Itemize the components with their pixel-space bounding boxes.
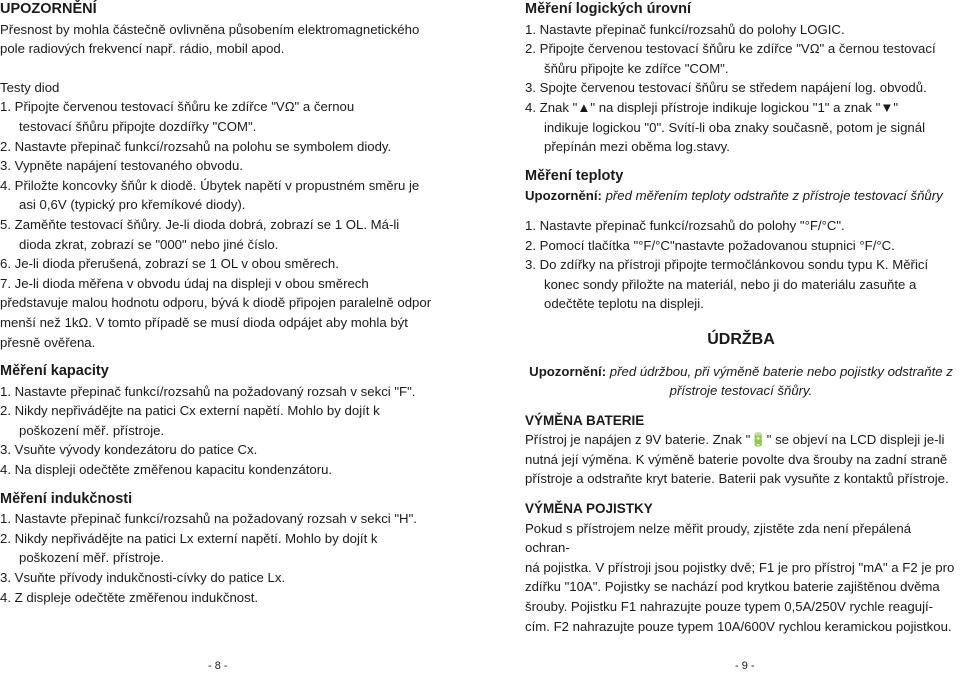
step-line: indikuje logickou "0". Svítí-li oba znaky současně, potom je signál	[544, 119, 926, 135]
warning-line: pole radiových frekvencí např. rádio, mobil apod.	[0, 41, 285, 57]
step-line: 3. Do zdířky na přístroji připojte termočlánkovou sondu typu K. Měřicí	[525, 257, 929, 273]
step-line: 3. Spojte červenou testovací šňůru se středem napájení log. obvodů.	[525, 80, 927, 96]
warning-text: před měřením teploty odstraňte z přístroje testovací šňůry	[601, 188, 943, 204]
diode-title: Testy diod	[0, 79, 60, 95]
step-line: 4. Z displeje odečtěte změřenou indukčnost.	[0, 589, 259, 605]
warning-text: před údržbou, při výměně baterie nebo pojistky odstraňte z	[606, 363, 953, 379]
temperature-title: Měření teploty	[525, 167, 624, 184]
battery-title: VÝMĚNA BATERIE	[525, 412, 645, 428]
logic-title: Měření logických úrovní	[525, 1, 691, 17]
step-line: 4. Znak "▲" na displeji přístroje indikuje logickou "1" a znak "▼"	[525, 99, 899, 115]
battery-line: Přístroj je napájen z 9V baterie. Znak "🔋" se objeví na LCD displeji je-li	[525, 432, 945, 448]
fuse-line: šrouby. Pojistku F1 nahrazujte pouze typem 0,5A/250V rychle reagují-	[525, 599, 934, 615]
step-line: 1. Nastavte přepinač funkcí/rozsahů do polohy LOGIC.	[525, 21, 845, 37]
fuse-line: ná pojistka. V přístroji jsou pojistky dvě; F1 je pro přístroj "mA" a F2 je pro	[525, 559, 955, 575]
step-line: 6. Je-li dioda přerušená, zobrazí se 1 OL v obou směrech.	[0, 256, 339, 272]
step-line: asi 0,6V (typický pro křemíkové diody).	[19, 197, 246, 213]
step-line: poškození měř. přístroje.	[19, 422, 165, 438]
inductance-title: Měření indukčnosti	[0, 490, 133, 507]
warning-label: Upozornění:	[529, 363, 607, 379]
maintenance-title: ÚDRŽBA	[707, 330, 775, 348]
temperature-steps	[525, 216, 957, 314]
battery-line: přístroje a odstraňte kryt baterie. Baterii pak vysuňte z kontaktů přístroje.	[525, 471, 949, 487]
right-page	[525, 0, 957, 636]
fuse-line: zdířku "10A". Pojistky se nachází pod krytkou baterie zajištěnou dvěma	[525, 579, 940, 595]
temperature-warning	[525, 186, 957, 206]
maintenance-warning-line: přístroje testovací šňůry.	[669, 383, 813, 399]
maintenance-warning	[525, 362, 957, 382]
logic-steps	[525, 20, 957, 157]
step-line: 5. Zaměňte testovací šňůry. Je-li dioda dobrá, zobrazí se 1 OL. Má-li	[0, 216, 400, 232]
fuse-line: cím. F2 nahrazujte pouze typem 10A/600V rychlou keramickou pojistkou.	[525, 618, 952, 634]
step-line: přepínán mezi oběma log.stavy.	[544, 139, 730, 155]
step-line: testovací šňůru připojte dozdířky "COM".	[19, 118, 257, 134]
page-number-left: - 8 -	[208, 660, 228, 672]
step-line: konec sondy přiložte na materiál, nebo ji do materiálu zasuňte a	[544, 276, 917, 292]
step-line: 2. Pomocí tlačítka "°F/°C"nastavte požadovanou stupnici °F/°C.	[525, 237, 895, 253]
left-page	[0, 0, 440, 607]
step-line: 1. Nastavte přepinač funkcí/rozsahů na požadovaný rozsah v sekci "F".	[0, 383, 416, 399]
step-line: poškození měř. přístroje.	[19, 550, 165, 566]
fuse-line: Pokud s přístrojem nelze měřit proudy, zjistěte zda není přepálená ochran-	[525, 520, 912, 556]
battery-line: nutná její výměna. K výměně baterie povolte dva šrouby na zadní straně	[525, 451, 948, 467]
capacity-title: Měření kapacity	[0, 363, 109, 380]
step-line: 7. Je-li dioda měřena v obvodu údaj na displeji v obou směrech představuje malou hodnotu odporu, bývá k diodě připojen paralelně odpor menší než 1kΩ. V tomto případě se musí dioda odpájet aby mohla být přesně ověřena.	[0, 275, 432, 350]
step-line: 4. Na displeji odečtěte změřenou kapacitu kondenzátoru.	[0, 462, 333, 478]
step-line: 2. Nikdy nepřivádějte na patici Cx externí napětí. Mohlo by dojít k	[0, 403, 380, 419]
inductance-steps	[0, 509, 440, 607]
step-line: odečtěte teplotu na displeji.	[544, 296, 704, 312]
page-number-right: - 9 -	[735, 660, 755, 672]
step-line: šňůru připojte ke zdířce "COM".	[544, 60, 729, 76]
step-line: 3. Vsuňte vývody kondezátoru do patice Cx.	[0, 442, 258, 458]
step-line: 2. Připojte červenou testovací šňůru ke zdířce "VΩ" a černou testovací	[525, 41, 936, 57]
step-line: 1. Nastavte přepinač funkcí/rozsahů na požadovaný rozsah v sekci "H".	[0, 511, 417, 527]
capacity-steps	[0, 382, 440, 480]
step-line: 4. Přiložte koncovky šňůr k diodě. Úbytek napětí v propustném směru je	[0, 177, 420, 193]
step-line: dioda zkrat, zobrazí se "000" nebo jiné číslo.	[19, 236, 279, 252]
step-line: 2. Nastavte přepinač funkcí/rozsahů na polohu se symbolem diody.	[0, 138, 392, 154]
step-line: 3. Vsuňte přívody indukčnosti-cívky do patice Lx.	[0, 570, 286, 586]
warning-title: UPOZORNĚNÍ	[0, 1, 97, 17]
step-line: 1. Nastavte přepinač funkcí/rozsahů do polohy "°F/°C".	[525, 217, 845, 233]
warning-line: Přesnost by mohla částečně ovlivněna působením elektromagnetického	[0, 21, 420, 37]
fuse-title: VÝMĚNA POJISTKY	[525, 501, 653, 517]
step-line: 2. Nikdy nepřivádějte na patici Lx externí napětí. Mohlo by dojít k	[0, 530, 378, 546]
step-line: 1. Připojte červenou testovací šňůru ke zdířce "VΩ" a černou	[0, 99, 355, 115]
warning-label: Upozornění:	[525, 188, 602, 204]
step-line: 3. Vypněte napájení testovaného obvodu.	[0, 158, 243, 174]
diode-steps	[0, 97, 440, 352]
